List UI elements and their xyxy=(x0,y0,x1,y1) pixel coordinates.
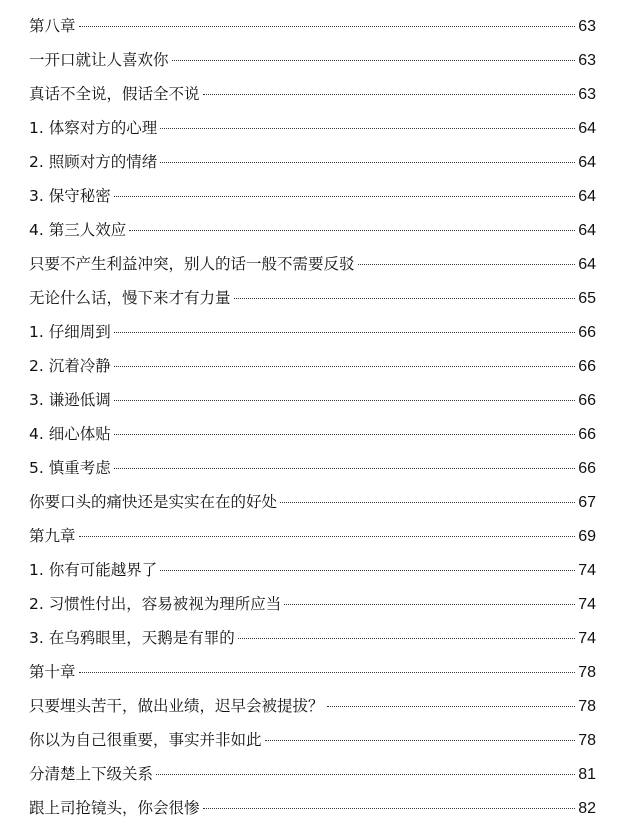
toc-entry-title: 3. 在乌鸦眼里，天鹅是有罪的 xyxy=(29,629,235,647)
toc-entry[interactable] xyxy=(29,315,596,349)
toc-entry[interactable] xyxy=(29,519,596,553)
toc-entry-title: 2. 照顾对方的情绪 xyxy=(29,153,158,171)
toc-entry[interactable] xyxy=(29,247,596,281)
toc-entry-title: 第八章 xyxy=(29,17,76,35)
toc-entry-page: 74 xyxy=(578,596,596,613)
toc-entry-page: 66 xyxy=(578,426,596,443)
toc-entry-page: 64 xyxy=(578,222,596,239)
toc-entry-title: 你以为自己很重要，事实并非如此 xyxy=(29,731,262,749)
toc-entry-page: 78 xyxy=(578,732,596,749)
toc-entry-page: 66 xyxy=(578,324,596,341)
toc-entry-page: 66 xyxy=(578,460,596,477)
toc-entry-page: 63 xyxy=(578,18,596,35)
toc-dot-leader xyxy=(238,638,575,639)
toc-entry-page: 69 xyxy=(578,528,596,545)
toc-entry-title: 真话不全说，假话全不说 xyxy=(29,85,200,103)
toc-entry-title: 第九章 xyxy=(29,527,76,545)
toc-entry-title: 分清楚上下级关系 xyxy=(29,765,154,783)
toc-dot-leader xyxy=(265,740,576,741)
toc-entry-title: 第十章 xyxy=(29,663,76,681)
toc-entry-title: 无论什么话，慢下来才有力量 xyxy=(29,289,231,307)
toc-dot-leader xyxy=(114,196,575,197)
toc-dot-leader xyxy=(280,502,575,503)
toc-entry-title: 只要不产生利益冲突，别人的话一般不需要反驳 xyxy=(29,255,355,273)
toc-dot-leader xyxy=(203,94,576,95)
toc-entry[interactable] xyxy=(29,77,596,111)
toc-entry[interactable] xyxy=(29,383,596,417)
toc-entry[interactable] xyxy=(29,757,596,791)
toc-entry-title: 1. 你有可能越界了 xyxy=(29,561,158,579)
toc-dot-leader xyxy=(160,570,575,571)
toc-entry-page: 67 xyxy=(578,494,596,511)
toc-entry[interactable] xyxy=(29,349,596,383)
toc-entry-title: 2. 习惯性付出，容易被视为理所应当 xyxy=(29,595,282,613)
toc-dot-leader xyxy=(79,26,576,27)
toc-dot-leader xyxy=(114,366,575,367)
table-of-contents xyxy=(29,9,596,825)
toc-entry[interactable] xyxy=(29,655,596,689)
toc-entry[interactable] xyxy=(29,621,596,655)
toc-entry[interactable] xyxy=(29,179,596,213)
toc-dot-leader xyxy=(327,706,576,707)
toc-dot-leader xyxy=(156,774,575,775)
toc-dot-leader xyxy=(114,400,575,401)
toc-entry-page: 64 xyxy=(578,256,596,273)
toc-entry[interactable] xyxy=(29,587,596,621)
toc-dot-leader xyxy=(160,128,575,129)
toc-entry[interactable] xyxy=(29,417,596,451)
toc-entry-page: 63 xyxy=(578,86,596,103)
toc-entry-title: 1. 体察对方的心理 xyxy=(29,119,158,137)
toc-entry-page: 74 xyxy=(578,562,596,579)
toc-entry-title: 只要埋头苦干，做出业绩，迟早会被提拔？ xyxy=(29,697,324,715)
toc-dot-leader xyxy=(172,60,576,61)
toc-dot-leader xyxy=(114,468,575,469)
toc-entry-page: 66 xyxy=(578,392,596,409)
toc-dot-leader xyxy=(114,434,575,435)
toc-entry-title: 3. 谦逊低调 xyxy=(29,391,111,409)
toc-entry-title: 3. 保守秘密 xyxy=(29,187,111,205)
toc-entry-page: 65 xyxy=(578,290,596,307)
toc-dot-leader xyxy=(358,264,576,265)
toc-dot-leader xyxy=(114,332,575,333)
toc-entry-page: 64 xyxy=(578,188,596,205)
toc-entry-title: 你要口头的痛快还是实实在在的好处 xyxy=(29,493,278,511)
toc-entry-page: 81 xyxy=(578,766,596,783)
toc-entry-title: 1. 仔细周到 xyxy=(29,323,111,341)
toc-entry[interactable] xyxy=(29,111,596,145)
toc-dot-leader xyxy=(284,604,575,605)
toc-entry[interactable] xyxy=(29,145,596,179)
toc-entry-page: 64 xyxy=(578,120,596,137)
toc-entry[interactable] xyxy=(29,43,596,77)
toc-entry-title: 2. 沉着冷静 xyxy=(29,357,111,375)
toc-entry-page: 78 xyxy=(578,664,596,681)
toc-entry-page: 63 xyxy=(578,52,596,69)
toc-entry-page: 78 xyxy=(578,698,596,715)
toc-entry[interactable] xyxy=(29,723,596,757)
toc-entry[interactable] xyxy=(29,689,596,723)
toc-dot-leader xyxy=(234,298,576,299)
toc-entry-page: 82 xyxy=(578,800,596,817)
toc-dot-leader xyxy=(129,230,575,231)
toc-entry-page: 74 xyxy=(578,630,596,647)
toc-entry-title: 5. 慎重考虑 xyxy=(29,459,111,477)
toc-entry-title: 4. 细心体贴 xyxy=(29,425,111,443)
toc-entry-title: 4. 第三人效应 xyxy=(29,221,127,239)
toc-entry-page: 66 xyxy=(578,358,596,375)
toc-dot-leader xyxy=(160,162,575,163)
toc-dot-leader xyxy=(79,672,576,673)
toc-entry[interactable] xyxy=(29,281,596,315)
toc-dot-leader xyxy=(79,536,576,537)
toc-entry[interactable] xyxy=(29,451,596,485)
toc-entry[interactable] xyxy=(29,9,596,43)
toc-entry-page: 64 xyxy=(578,154,596,171)
toc-entry[interactable] xyxy=(29,485,596,519)
toc-entry-title: 跟上司抢镜头，你会很惨 xyxy=(29,799,200,817)
toc-dot-leader xyxy=(203,808,576,809)
toc-entry-title: 一开口就让人喜欢你 xyxy=(29,51,169,69)
toc-entry[interactable] xyxy=(29,213,596,247)
toc-entry[interactable] xyxy=(29,791,596,825)
toc-entry[interactable] xyxy=(29,553,596,587)
